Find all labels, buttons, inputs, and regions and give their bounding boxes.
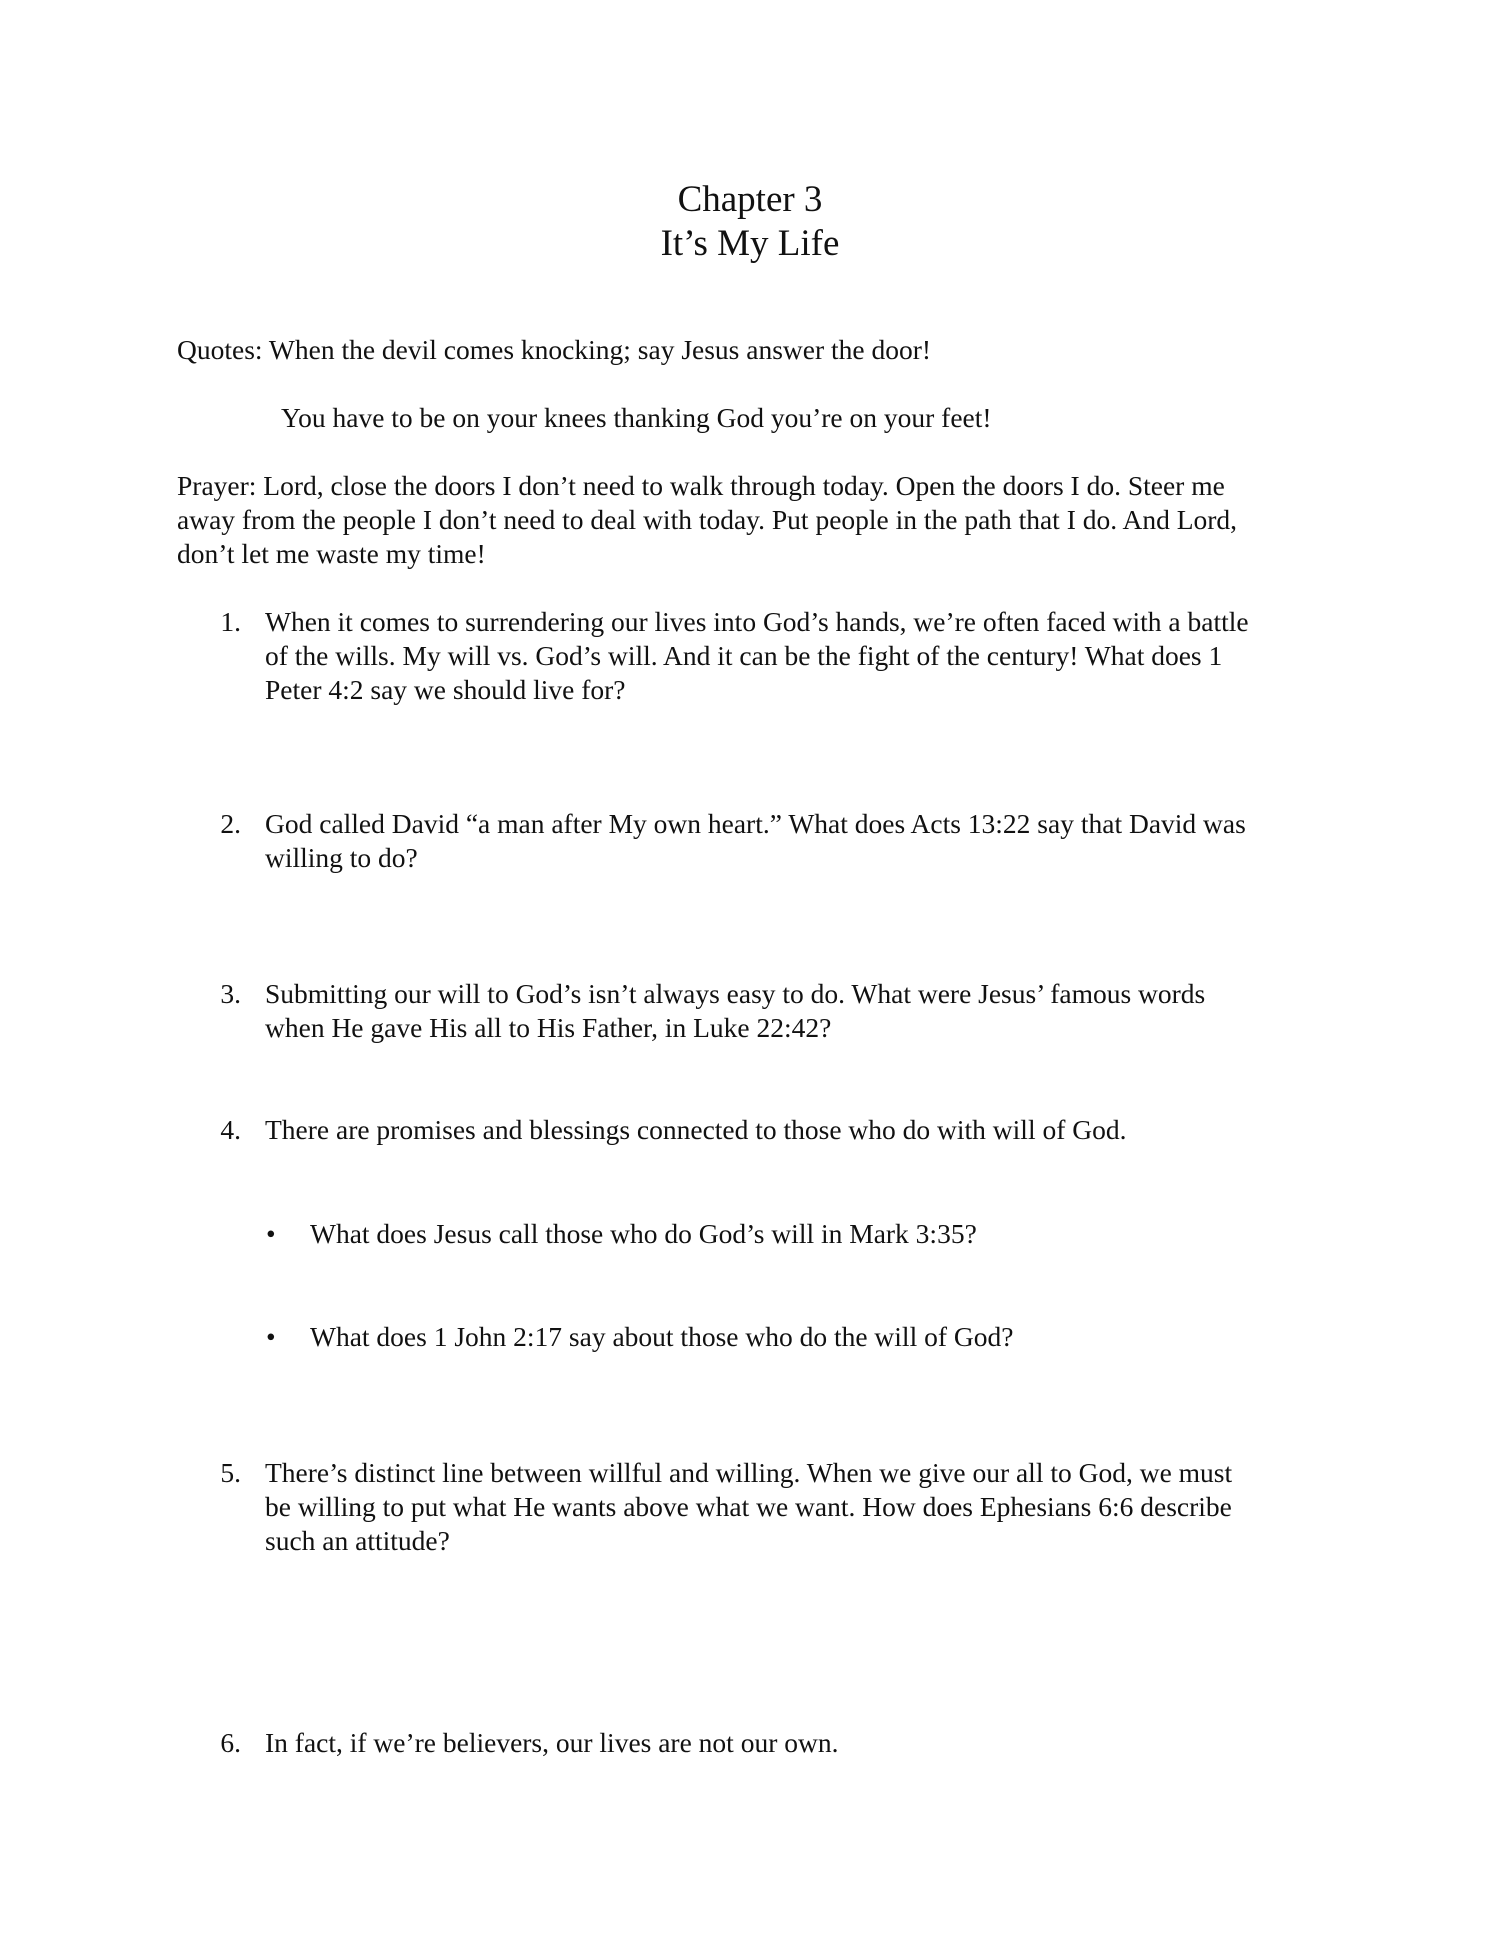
prayer-line-1: Prayer: Lord, close the doors I don’t need to walk through today. Open the doors I do. Steer me <box>177 470 1225 501</box>
chapter-title: It’s My Life <box>660 223 840 264</box>
question-number: 4. <box>220 1114 241 1145</box>
question-6-line-1: In fact, if we’re believers, our lives are not our own. <box>265 1727 839 1758</box>
quote-line-2: You have to be on your knees thanking God you’re on your feet! <box>281 402 992 433</box>
question-1-line-3: Peter 4:2 say we should live for? <box>265 674 626 705</box>
question-2-line-2: willing to do? <box>265 842 418 873</box>
question-number: 5. <box>220 1457 241 1488</box>
chapter-heading: Chapter 3 <box>677 179 823 220</box>
bullet-item-1: What does Jesus call those who do God’s will in Mark 3:35? <box>310 1218 977 1249</box>
question-number: 3. <box>220 978 241 1009</box>
bullet-icon: • <box>266 1218 276 1249</box>
question-1-line-2: of the wills. My will vs. God’s will. And it can be the fight of the century! What does 1 <box>265 640 1223 671</box>
question-3-line-1: Submitting our will to God’s isn’t always easy to do. What were Jesus’ famous words <box>265 978 1206 1009</box>
question-2-line-1: God called David “a man after My own heart.” What does Acts 13:22 say that David was <box>265 808 1246 839</box>
question-number: 6. <box>220 1727 241 1758</box>
question-3-line-2: when He gave His all to His Father, in Luke 22:42? <box>265 1012 832 1043</box>
question-number: 1. <box>220 606 241 637</box>
question-1-line-1: When it comes to surrendering our lives into God’s hands, we’re often faced with a battle <box>265 606 1249 637</box>
question-5-line-1: There’s distinct line between willful and willing. When we give our all to God, we must <box>265 1457 1233 1488</box>
question-number: 2. <box>220 808 241 839</box>
prayer-line-2: away from the people I don’t need to deal with today. Put people in the path that I do. And Lord, <box>177 504 1238 535</box>
quote-line-1: Quotes: When the devil comes knocking; say Jesus answer the door! <box>177 334 932 365</box>
bullet-icon: • <box>266 1321 276 1352</box>
question-5-line-2: be willing to put what He wants above what we want. How does Ephesians 6:6 describe <box>265 1491 1232 1522</box>
question-5-line-3: such an attitude? <box>265 1525 450 1556</box>
prayer-line-3: don’t let me waste my time! <box>177 538 486 569</box>
bullet-item-2: What does 1 John 2:17 say about those who do the will of God? <box>310 1321 1014 1352</box>
question-4-line-1: There are promises and blessings connected to those who do with will of God. <box>265 1114 1127 1145</box>
